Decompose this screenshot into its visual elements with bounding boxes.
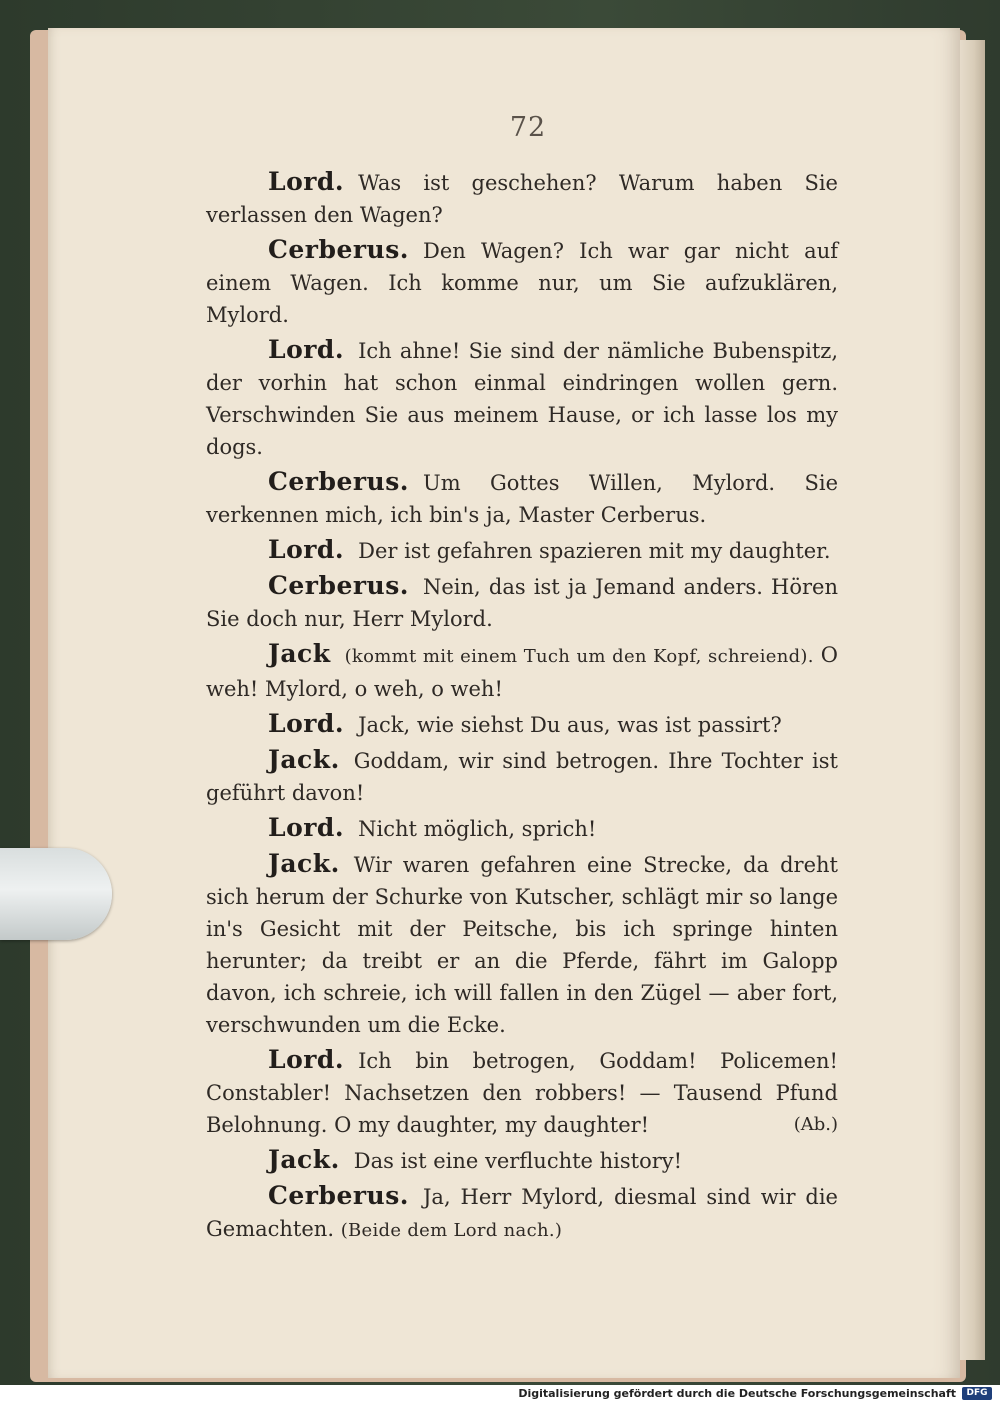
play-text (206, 166, 838, 1250)
line-text: Ich bin betrogen, Goddam! Policemen! Constabler! Nachsetzen den robbers! — Tausend Pfund Belohnung. O my daughter, my daughter! (206, 1049, 838, 1137)
line-text: Wir waren gefahren eine Strecke, da dreht sich herum der Schurke von Kutscher, schlägt mir so lange in's Gesicht mit der Peitsche, bis ich springe hinten herunter; da treibt er an die Pferde, fährt im Galopp davon, ich schreie, ich will fallen in den Zügel — aber fort, verschwunden um die Ecke. (206, 853, 838, 1037)
speaker-name: Lord. (268, 709, 345, 738)
stage-direction: (Beide dem Lord nach.) (340, 1220, 563, 1241)
speaker-name: Lord. (268, 335, 345, 364)
speaker-name: Jack. (268, 1145, 340, 1174)
speaker-name: Lord. (268, 535, 345, 564)
dialogue-line (206, 1180, 838, 1247)
line-text: Ich ahne! Sie sind der nämliche Bubenspitz, der vorhin hat schon einmal eindringen wollen gern. Verschwinden Sie aus meinem Hause, or ich lasse los my dogs. (206, 339, 838, 459)
line-text: Den Wagen? Ich war gar nicht auf einem Wagen. Ich komme nur, um Sie aufzuklären, Mylord. (206, 239, 838, 327)
dialogue-line (206, 1044, 838, 1141)
line-text: Um Gottes Willen, Mylord. Sie verkennen mich, ich bin's ja, Master Cerberus. (206, 471, 838, 527)
exit-direction: (Ab.) (793, 1114, 838, 1135)
dialogue-line (206, 1144, 838, 1177)
speaker-name: Jack. (268, 849, 340, 878)
dialogue-line (206, 570, 838, 635)
digitization-credit: Digitalisierung gefördert durch die Deutsche Forschungsgemeinschaft (0, 1385, 1000, 1403)
speaker-name: Lord. (268, 167, 345, 196)
page-number: 72 (509, 112, 547, 143)
dialogue-line (206, 466, 838, 531)
dialogue-line (206, 744, 838, 809)
line-text: Nein, das ist ja Jemand anders. Hören Sie doch nur, Herr Mylord. (206, 575, 838, 631)
line-text: Nicht möglich, sprich! (358, 817, 597, 841)
line-text: Goddam, wir sind betrogen. Ihre Tochter ist geführt davon! (206, 749, 838, 805)
page-clip-tab (0, 848, 112, 940)
dialogue-line (206, 848, 838, 1041)
dialogue-line (206, 166, 838, 231)
speaker-name: Lord. (268, 813, 345, 842)
dfg-logo: DFG (962, 1387, 992, 1400)
stage-direction: (kommt mit einem Tuch um den Kopf, schreiend). (344, 646, 814, 667)
speaker-name: Cerberus. (268, 467, 409, 496)
page-edges (956, 40, 985, 1360)
line-text: Der ist gefahren spazieren mit my daughter. (358, 539, 831, 563)
line-text: Das ist eine verfluchte history! (353, 1149, 683, 1173)
line-text: Was ist geschehen? Warum haben Sie verlassen den Wagen? (206, 171, 838, 227)
speaker-name: Cerberus. (268, 571, 409, 600)
dialogue-line (206, 638, 838, 705)
line-text: Jack, wie siehst Du aus, was ist passirt? (358, 713, 782, 737)
line-text: Ja, Herr Mylord, diesmal sind wir die Gemachten. (206, 1185, 838, 1241)
line-text: O weh! Mylord, o weh, o weh! (206, 643, 838, 701)
speaker-name: Jack (268, 639, 331, 668)
dialogue-line (206, 334, 838, 463)
speaker-name: Jack. (268, 745, 340, 774)
speaker-name: Cerberus. (268, 1181, 409, 1210)
speaker-name: Cerberus. (268, 235, 409, 264)
dialogue-line (206, 812, 838, 845)
dialogue-line (206, 708, 838, 741)
speaker-name: Lord. (268, 1045, 345, 1074)
dialogue-line (206, 234, 838, 331)
dialogue-line (206, 534, 838, 567)
